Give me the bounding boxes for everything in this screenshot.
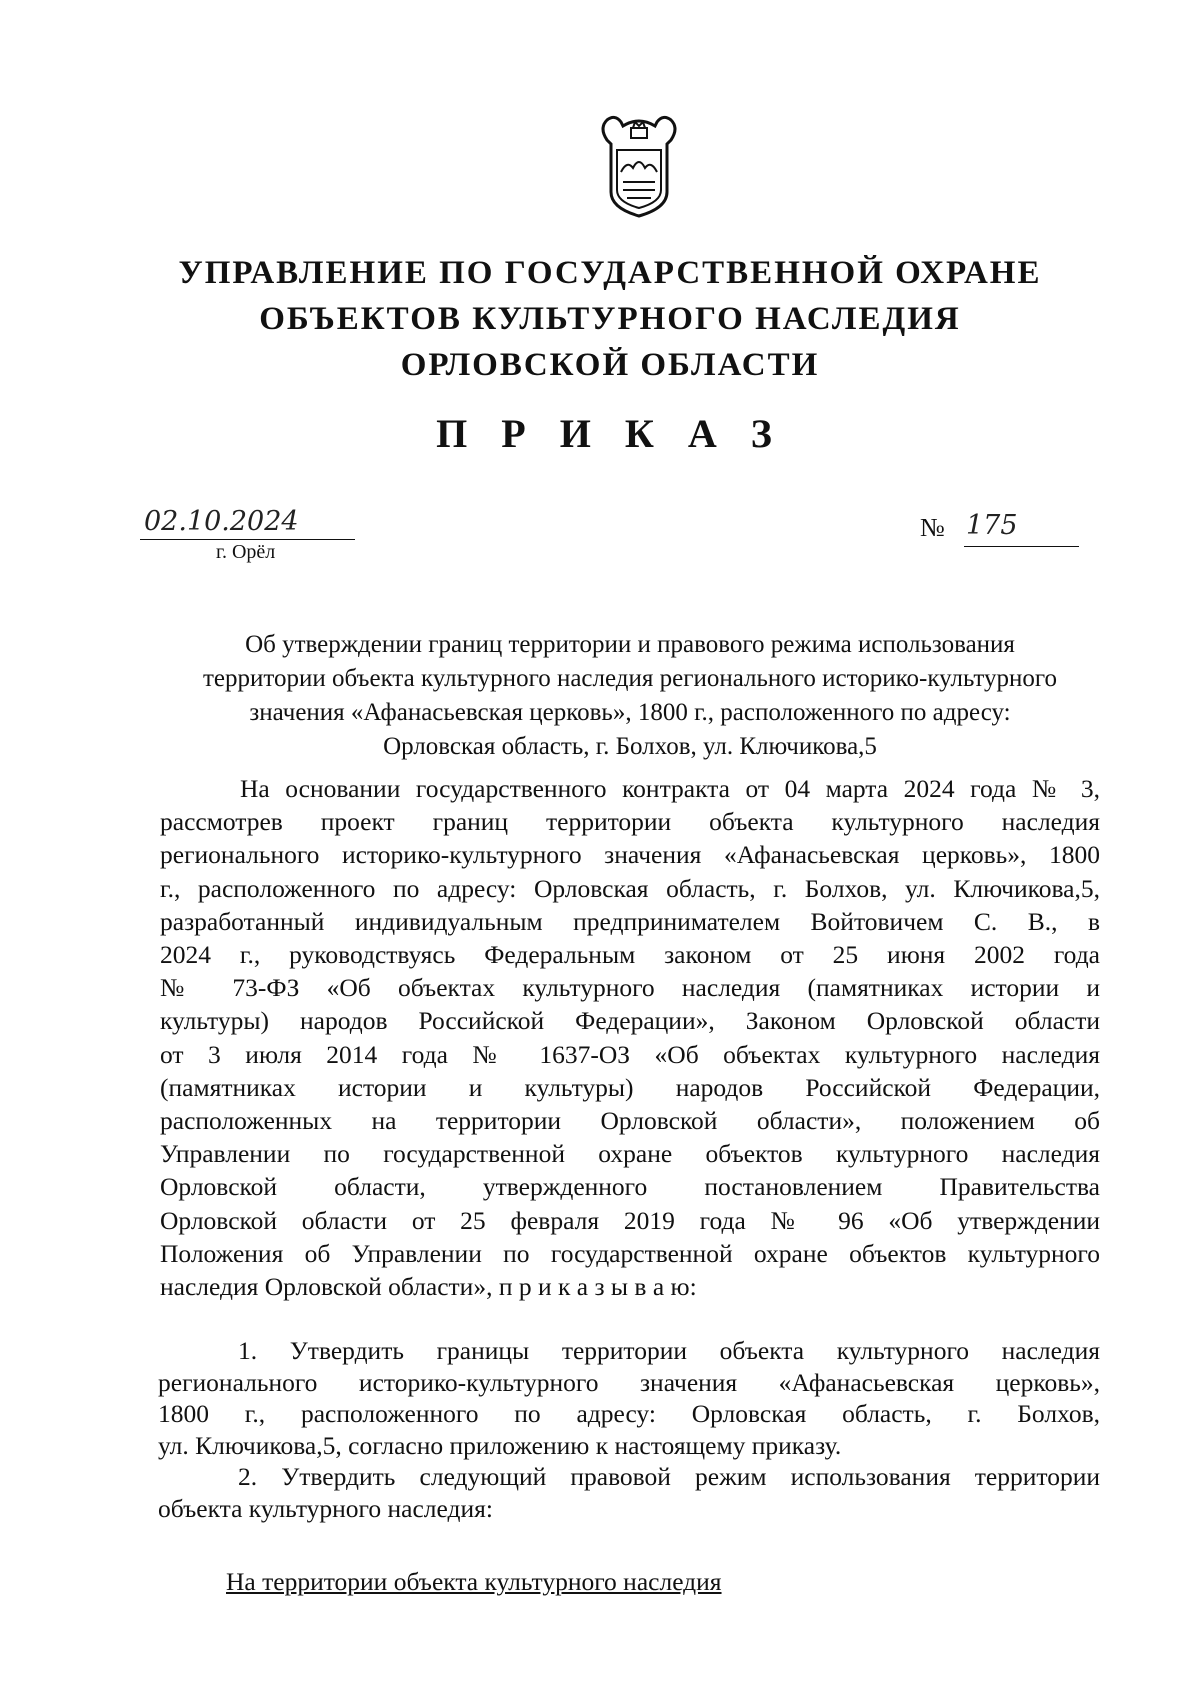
order-number-block (920, 510, 1080, 553)
subject-line: Об утверждении границ территории и правового режима использования (245, 631, 1015, 658)
agency-header-line-2: ОБЪЕКТОВ КУЛЬТУРНОГО НАСЛЕДИЯ (259, 301, 961, 337)
date-block (140, 505, 355, 564)
preamble-line: наследия Орловской области», п р и к а з ы в а ю: (160, 1272, 697, 1302)
item-1-line: регионального историко-культурного значения «Афанасьевская церковь», (158, 1367, 1100, 1397)
preamble-line: Орловской области, утвержденного постановлением Правительства (160, 1172, 1100, 1202)
preamble-line: расположенных на территории Орловской области», положением об (160, 1106, 1100, 1136)
agency-header-line-3: ОРЛОВСКОЙ ОБЛАСТИ (400, 347, 820, 383)
preamble-line: культуры) народов Российской Федерации», Законом Орловской области (160, 1006, 1100, 1036)
number-underline (964, 546, 1079, 547)
preamble-line: рассмотрев проект границ территории объекта культурного наследия (160, 807, 1100, 837)
coat-of-arms-icon (593, 110, 685, 220)
order-item-1 (158, 1335, 1100, 1461)
preamble-line: Орловской области от 25 февраля 2019 года № 96 «Об утверждении (160, 1205, 1100, 1235)
item-1-line: 1800 г., расположенного по адресу: Орловская область, г. Болхов, (158, 1399, 1100, 1428)
city-label: г. Орёл (216, 541, 276, 563)
preamble-line: № 73-ФЗ «Об объектах культурного наследия (памятниках истории и (160, 973, 1100, 1003)
date-underline (140, 539, 355, 540)
subject-line: значения «Афанасьевская церковь», 1800 г., расположенного по адресу: (249, 699, 1011, 726)
agency-header-line-1: УПРАВЛЕНИЕ ПО ГОСУДАРСТВЕННОЙ ОХРАНЕ (178, 255, 1042, 291)
preamble-line: г., расположенного по адресу: Орловская область, г. Болхов, ул. Ключикова,5, (160, 873, 1100, 903)
preamble-line: На основании государственного контракта от 04 марта 2024 года № 3, (240, 774, 1100, 803)
order-subject (160, 628, 1100, 764)
preamble-line: Положения об Управлении по государственной охране объектов культурного (160, 1238, 1100, 1268)
order-title: П Р И К А З (436, 411, 784, 456)
preamble-line: разработанный индивидуальным предпринимателем Войтовичем С. В., в (160, 906, 1100, 936)
item-1-line: ул. Ключикова,5, согласно приложению к настоящему приказу. (158, 1430, 842, 1460)
preamble-line: Управлении по государственной охране объектов культурного наследия (160, 1139, 1100, 1169)
handwritten-order-number: 175 (966, 510, 1018, 541)
order-item-2 (158, 1461, 1100, 1524)
handwritten-date: 02.10.2024 (144, 506, 299, 537)
subject-line: Орловская область, г. Болхов, ул. Ключикова,5 (383, 733, 877, 760)
preamble-paragraph (160, 772, 1100, 1303)
item-2-line: 2. Утвердить следующий правовой режим использования территории (238, 1462, 1100, 1491)
number-sign: № (920, 513, 945, 542)
subject-line: территории объекта культурного наследия регионального историко-культурного (202, 665, 1058, 692)
section-subheading: На территории объекта культурного наследия (226, 1567, 722, 1596)
item-2-line: объекта культурного наследия: (158, 1493, 493, 1523)
preamble-line: (памятниках истории и культуры) народов Российской Федерации, (160, 1072, 1100, 1102)
item-1-line: 1. Утвердить границы территории объекта культурного наследия (238, 1336, 1100, 1365)
preamble-line: от 3 июля 2014 года № 1637-ОЗ «Об объектах культурного наследия (160, 1039, 1100, 1069)
preamble-line: регионального историко-культурного значения «Афанасьевская церковь», 1800 (160, 840, 1100, 870)
agency-header (150, 250, 1070, 388)
preamble-line: 2024 г., руководствуясь Федеральным законом от 25 июня 2002 года (160, 940, 1100, 970)
